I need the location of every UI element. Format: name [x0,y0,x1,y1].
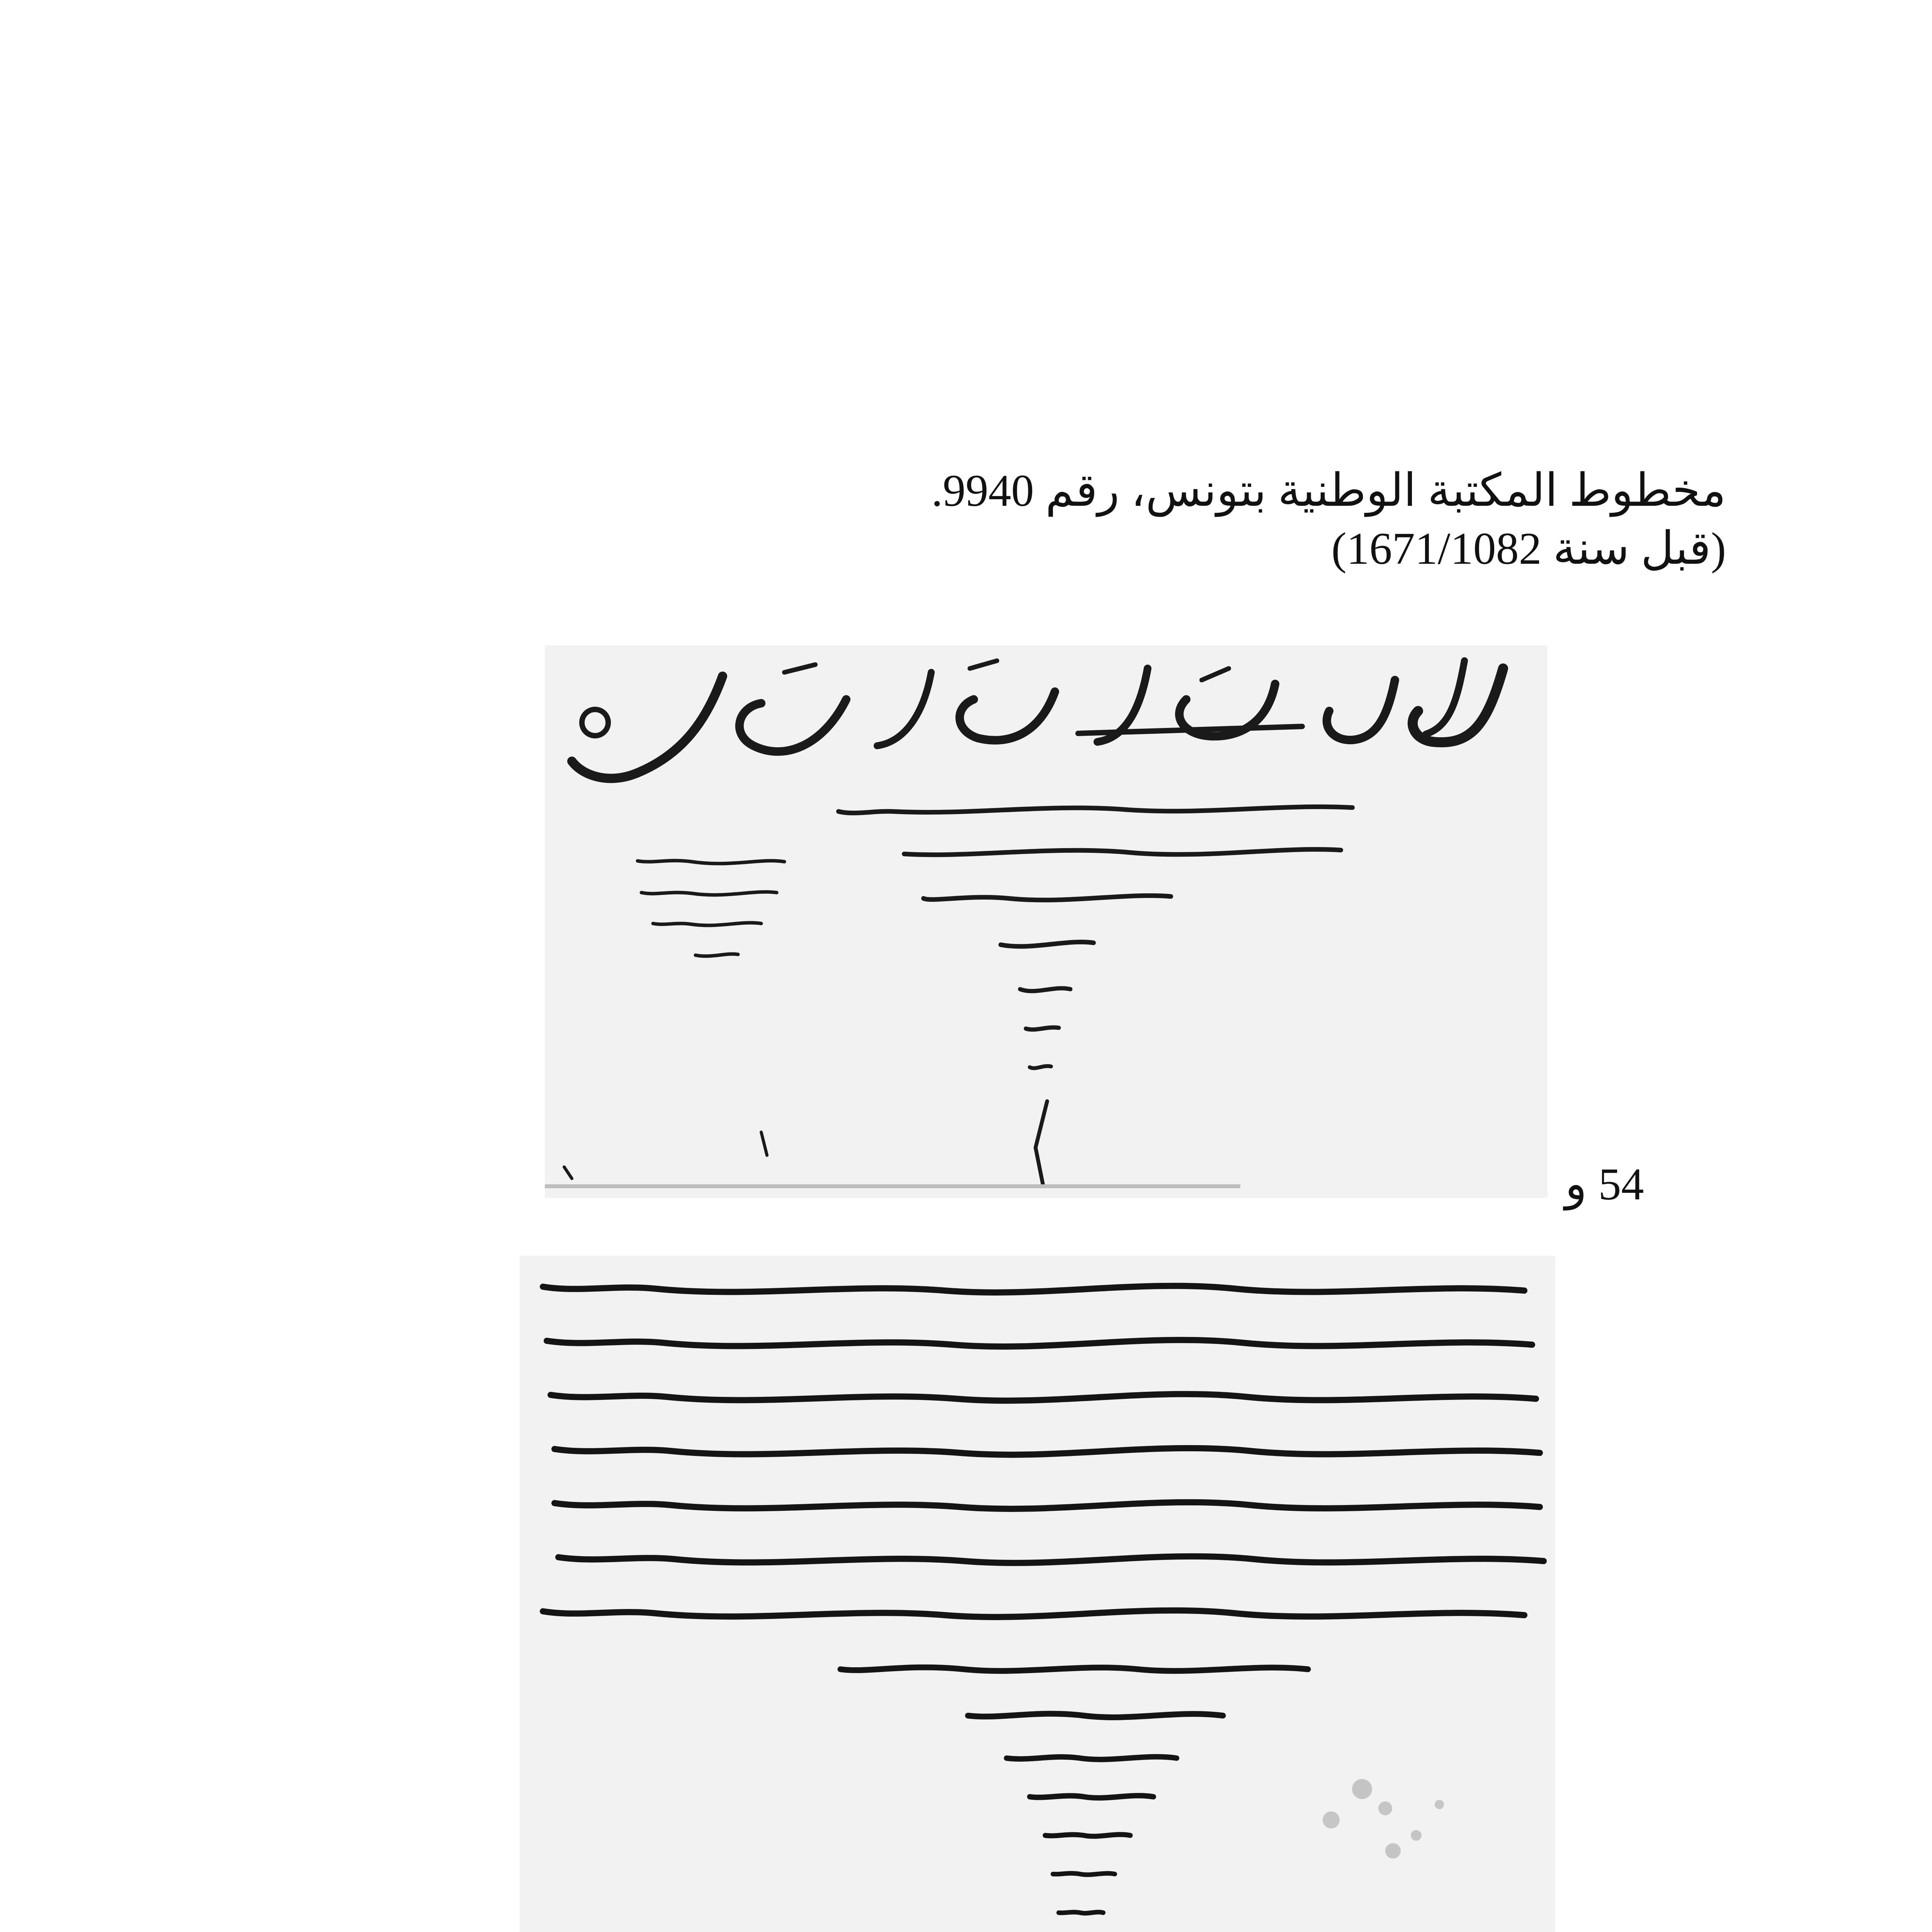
folio-label-1: 54 و [1565,1159,1644,1209]
manuscript-title-page-image [545,645,1548,1198]
manuscript-title-page-drawing [545,645,1548,1198]
figure-caption [837,462,1726,578]
caption-line-2: (قبل سنة 1671/1082) [1331,523,1726,574]
caption-line-1: مخطوط المكتبة الوطنية بتونس، رقم 9940. [931,465,1726,516]
manuscript-colophon-drawing [520,1256,1555,1932]
manuscript-colophon-image [520,1256,1555,1932]
